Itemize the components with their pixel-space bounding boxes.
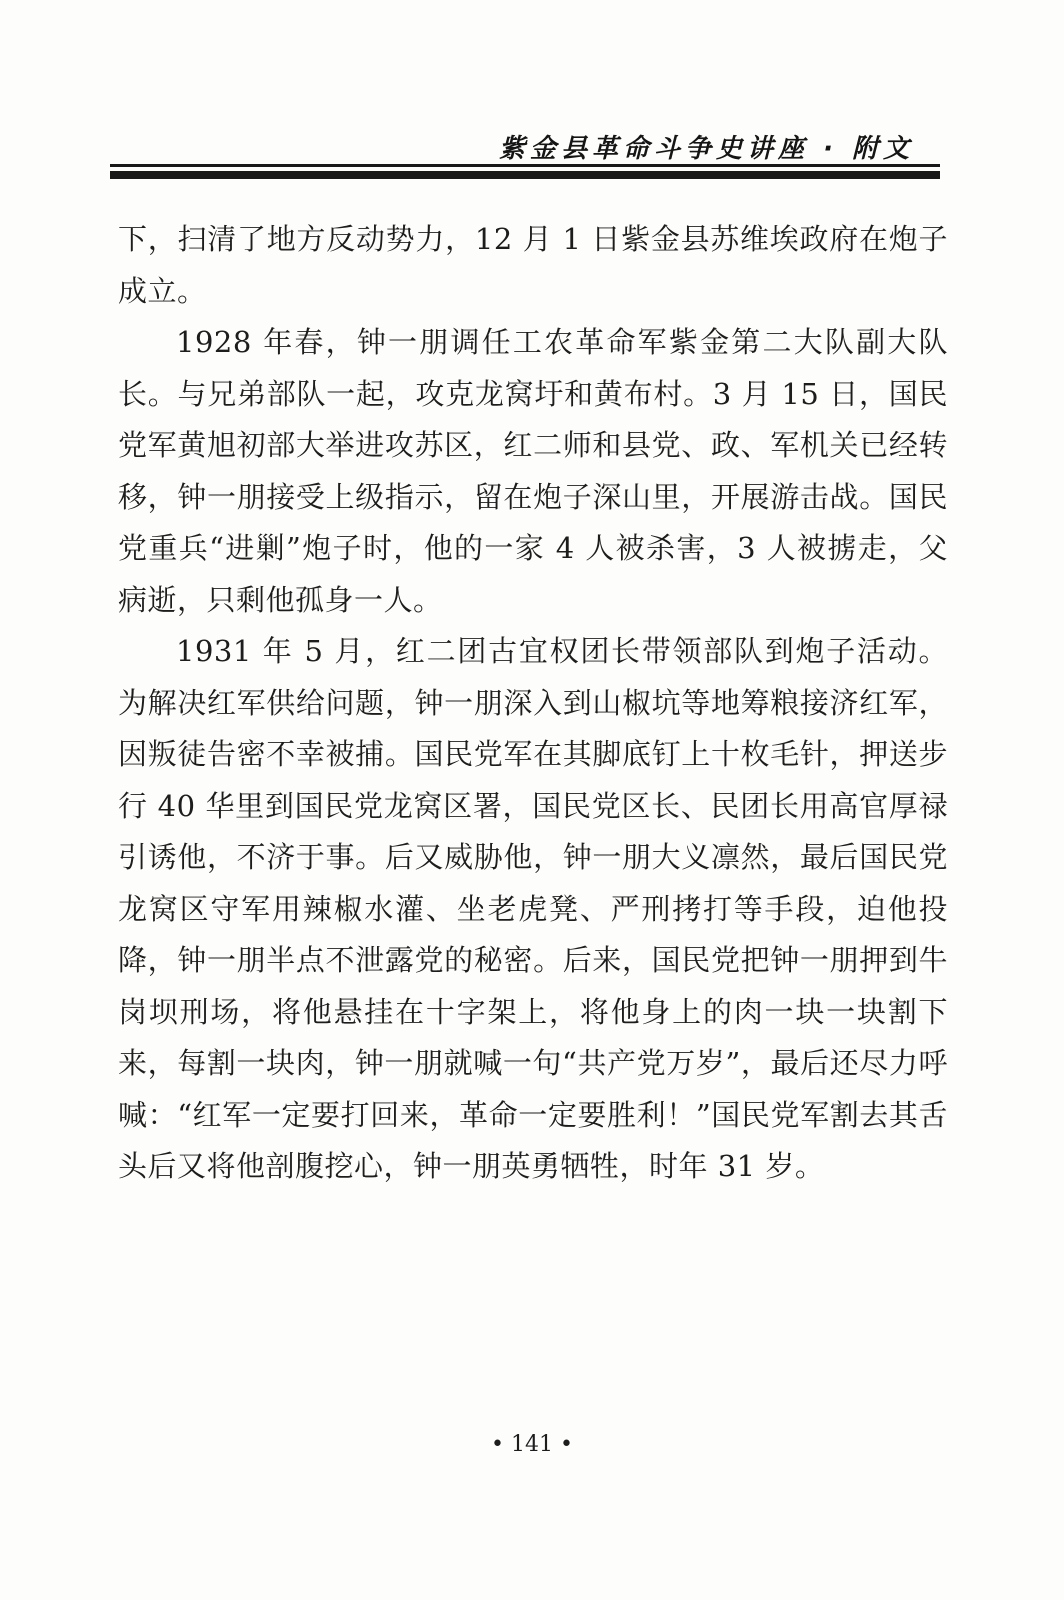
paragraph-1928: 1928 年春，钟一朋调任工农革命军紫金第二大队副大队长。与兄弟部队一起，攻克龙窝圩和黄布村。3 月 15 日，国民党军黄旭初部大举进攻苏区，红二师和县党、政、军机关已经转移，钟一朋接受上级指示，留在炮子深山里，开展游击战。国民党重兵“进剿”炮子时，他的一家 4 人被杀害，3 人被掳走，父病逝，只剩他孤身一人。 xyxy=(118,325,948,617)
running-header: 紫金县革命斗争史讲座 · 附文 xyxy=(499,134,914,164)
paragraph-continuation: 下，扫清了地方反动势力，12 月 1 日紫金县苏维埃政府在炮子成立。 xyxy=(118,222,948,308)
header-rule-thick xyxy=(110,171,940,179)
body-text xyxy=(118,214,948,1193)
header-rule-thin xyxy=(110,164,940,167)
page-number: • 141 • xyxy=(491,1432,573,1457)
paragraph-1931: 1931 年 5 月，红二团古宜权团长带领部队到炮子活动。为解决红军供给问题，钟一朋深入到山椒坑等地筹粮接济红军，因叛徒告密不幸被捕。国民党军在其脚底钉上十枚毛针，押送步行 40 华里到国民党龙窝区署，国民党区长、民团长用高官厚禄引诱他，不济于事。后又威胁他，钟一朋大义凛然，最后国民党龙窝区守军用辣椒水灌、坐老虎凳、严刑拷打等手段，迫他投降，钟一朋半点不泄露党的秘密。后来，国民党把钟一朋押到牛岗坝刑场，将他悬挂在十字架上，将他身上的肉一块一块割下来，每割一块肉，钟一朋就喊一句“共产党万岁”，最后还尽力呼喊：“红军一定要打回来，革命一定要胜利！”国民党军割去其舌头后又将他剖腹挖心，钟一朋英勇牺牲，时年 31 岁。 xyxy=(118,634,948,1183)
